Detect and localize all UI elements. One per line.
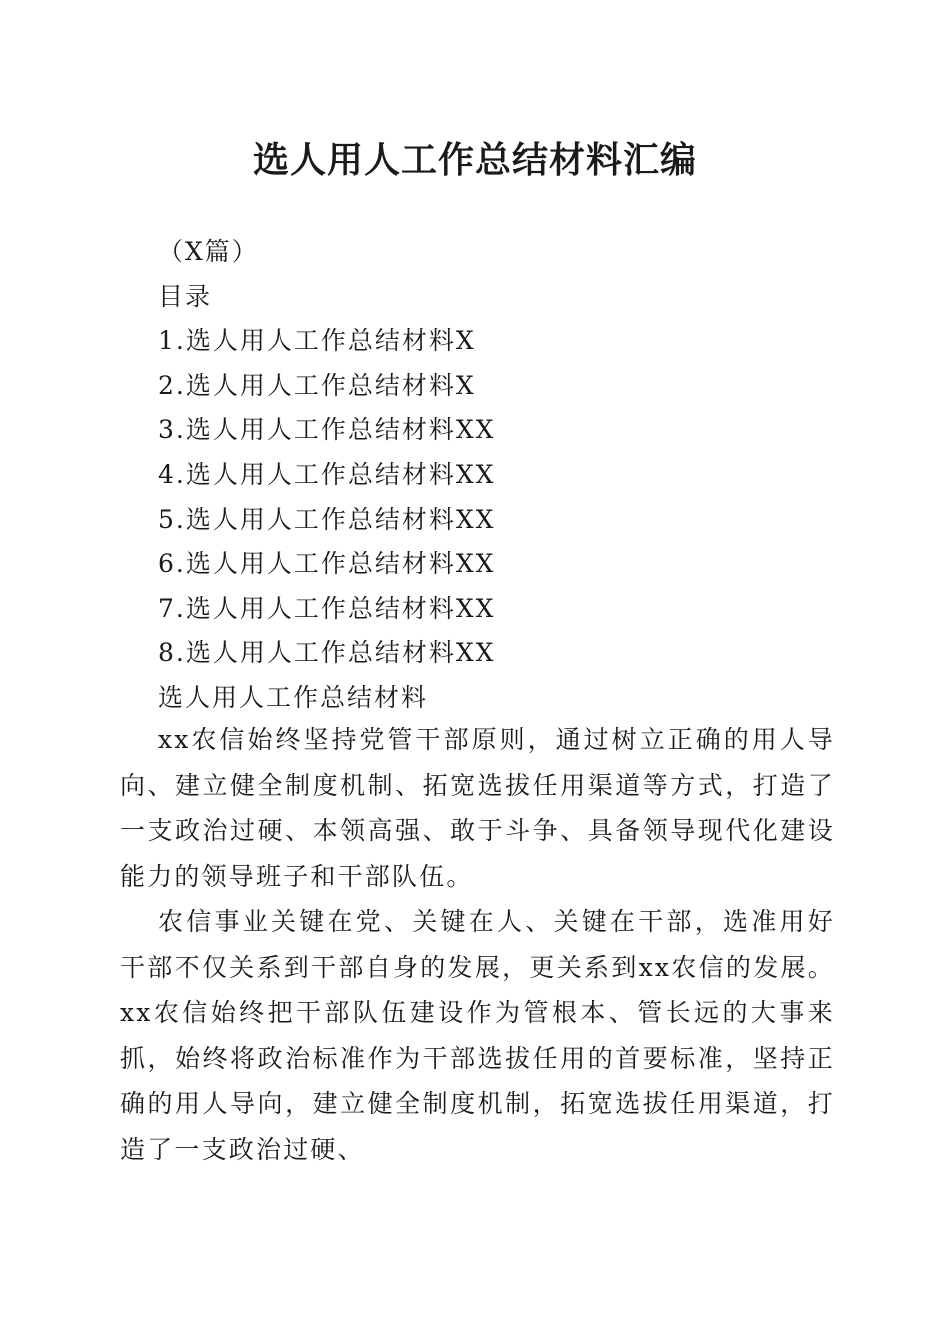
front-matter [158,230,858,721]
body-paragraph-2: 农信事业关键在党、关键在人、关键在干部，选准用好干部不仅关系到干部自身的发展，更关系到xx农信的发展。xx农信始终把干部队伍建设作为管根本、管长远的大事来抓，始终将政治标准作为干部选拔任用的首要标准，坚持正确的用人导向，建立健全制度机制，拓宽选拔任用渠道，打造了一支政治过硬、 [120,907,835,1164]
toc-item-2: 2.选人用人工作总结材料X [158,370,476,400]
toc-item-6: 6.选人用人工作总结材料XX [158,549,496,579]
toc-item-1: 1.选人用人工作总结材料X [158,326,476,356]
document-title: 选人用人工作总结材料汇编 [252,139,697,181]
toc-heading: 目录 [158,281,213,311]
article-count-note: （X篇） [158,237,259,266]
toc-item-7: 7.选人用人工作总结材料XX [158,593,496,623]
body-text [120,717,835,1172]
toc-item-4: 4.选人用人工作总结材料XX [158,459,496,489]
toc-item-5: 5.选人用人工作总结材料XX [158,504,496,534]
toc-item-8: 8.选人用人工作总结材料XX [158,638,496,668]
section-title: 选人用人工作总结材料 [158,682,429,712]
table-of-contents [158,319,858,676]
body-paragraph-1: xx农信始终坚持党管干部原则，通过树立正确的用人导向、建立健全制度机制、拓宽选拔任用渠道等方式，打造了一支政治过硬、本领高强、敢于斗争、具备领导现代化建设能力的领导班子和干部队伍。 [120,725,835,891]
toc-item-3: 3.选人用人工作总结材料XX [158,415,496,445]
